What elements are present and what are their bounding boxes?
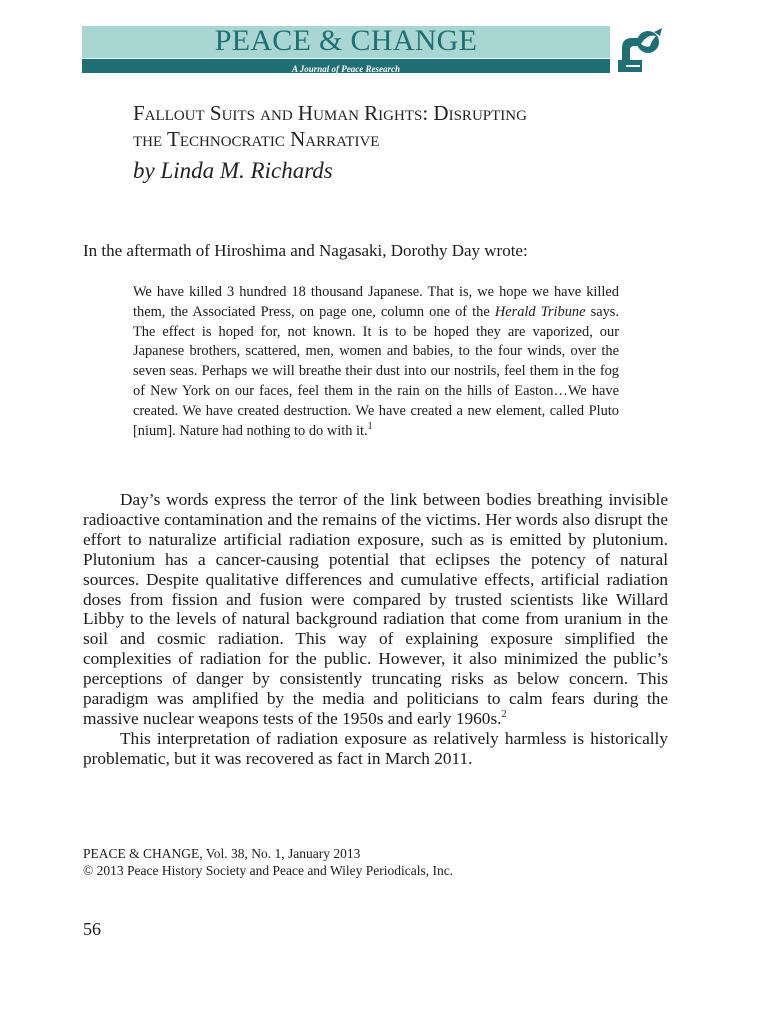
body-text bbox=[83, 490, 668, 769]
page-number: 56 bbox=[83, 919, 101, 939]
article-title-line-1: Fallout Suits and Human Rights: Disrupting bbox=[133, 101, 527, 125]
body-paragraph-1 bbox=[83, 490, 668, 729]
article-title-line-2: the Technocratic Narrative bbox=[133, 127, 380, 151]
masthead-title-band bbox=[82, 26, 610, 58]
footnote-marker-2[interactable]: 2 bbox=[501, 709, 507, 721]
body-paragraph-1-text: Day’s words express the terror of the link between bodies breathing invisible radioactive contamination and the remains of the victims. Her words also disrupt the effort to naturalize artificial radiation exposure, such as is emitted by plutonium. Plutonium has a cancer-causing potential that eclipses the potency of natural sources. Despite qualitative differences and cumulative effects, artificial radiation doses from fission and fusion were compared by trusted scientists like Willard Libby to the levels of natural background radiation that come from uranium in the soil and cosmic radiation. This way of explaining exposure simplified the complexities of radiation for the public. However, it also minimized the public’s perceptions of danger by consistently truncating risks as below concern. This paradigm was amplified by the media and politicians to calm fears during the massive nuclear weapons tests of the 1950s and early 1960s. bbox=[83, 490, 668, 728]
journal-masthead bbox=[82, 26, 610, 74]
article-title bbox=[133, 100, 693, 152]
page-footer bbox=[83, 845, 453, 879]
journal-logo-icon bbox=[614, 26, 668, 74]
copyright-notice: © 2013 Peace History Society and Peace and Wiley Periodicals, Inc. bbox=[83, 863, 454, 878]
block-quote bbox=[133, 283, 619, 441]
masthead-subtitle-band bbox=[82, 59, 610, 73]
journal-subtitle: A Journal of Peace Research bbox=[292, 64, 400, 74]
journal-title: PEACE & CHANGE bbox=[214, 24, 478, 57]
journal-citation: PEACE & CHANGE, Vol. 38, No. 1, January 2013 bbox=[83, 846, 361, 861]
intro-sentence: In the aftermath of Hiroshima and Nagasaki, Dorothy Day wrote: bbox=[83, 241, 528, 260]
quote-text-part-2: says. The effect is hoped for, not known. It is to be hoped they are vaporized, our Japanese brothers, scattered, men, women and babies, to the four winds, over the seven seas. Perhaps we will breathe their dust into our nostrils, feel them in the fog of New York on our faces, feel them in the rain on the hills of Easton…We have created. We have created destruction. We have created a new element, called Pluto [nium]. Nature had nothing to do with it. bbox=[133, 303, 619, 439]
quote-text-part-1: We have killed 3 hundred 18 thousand Japanese. That is, we hope we have killed them, the Associated Press, on page one, column one of the bbox=[133, 284, 619, 320]
footnote-marker-1[interactable]: 1 bbox=[367, 420, 373, 432]
quote-italic-title: Herald Tribune bbox=[494, 303, 586, 320]
body-paragraph-2: This interpretation of radiation exposure as relatively harmless is historically problematic, but it was recovered as fact in March 2011. bbox=[83, 728, 668, 768]
article-byline: by Linda M. Richards bbox=[133, 158, 333, 183]
